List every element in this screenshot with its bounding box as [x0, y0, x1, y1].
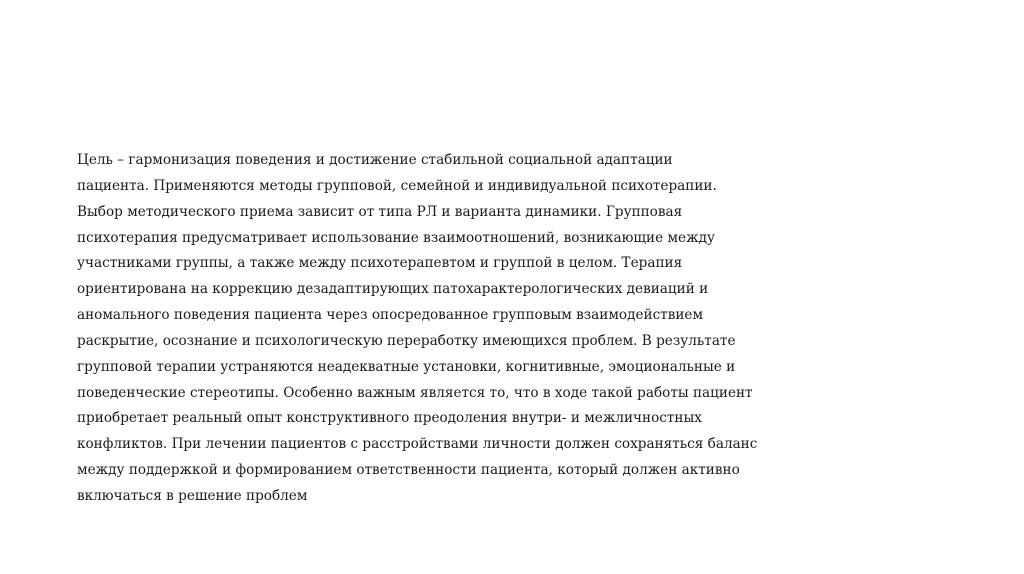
text-line: Цель – гармонизация поведения и достижение стабильной социальной адаптации [77, 152, 673, 168]
text-line: Выбор методического приема зависит от типа РЛ и варианта динамики. Групповая [77, 203, 683, 220]
text-line: поведенческие стереотипы. Особенно важным является то, что в ходе такой работы пациент [77, 384, 753, 401]
text-line: конфликтов. При лечении пациентов с расстройствами личности должен сохраняться баланс [77, 436, 758, 453]
body-paragraph [77, 148, 837, 510]
text-line: ориентирована на коррекцию дезадаптирующих патохарактерологических девиаций и [77, 281, 709, 298]
text-line: пациента. Применяются методы групповой, семейной и индивидуальной психотерапии. [77, 177, 717, 194]
text-line: раскрытие, осознание и психологическую переработку имеющихся проблем. В результате [77, 332, 736, 349]
text-line: между поддержкой и формированием ответственности пациента, который должен активно [77, 462, 740, 479]
text-line: включаться в решение проблем [77, 487, 308, 504]
text-line: аномального поведения пациента через опосредованное групповым взаимодействием [77, 307, 704, 324]
text-line: групповой терапии устраняются неадекватные установки, когнитивные, эмоциональные и [77, 358, 736, 375]
text-line: психотерапия предусматривает использование взаимоотношений, возникающие между [77, 229, 715, 246]
text-line: участниками группы, а также между психотерапевтом и группой в целом. Терапия [77, 255, 683, 272]
text-line: приобретает реальный опыт конструктивного преодоления внутри- и межличностных [77, 410, 702, 427]
